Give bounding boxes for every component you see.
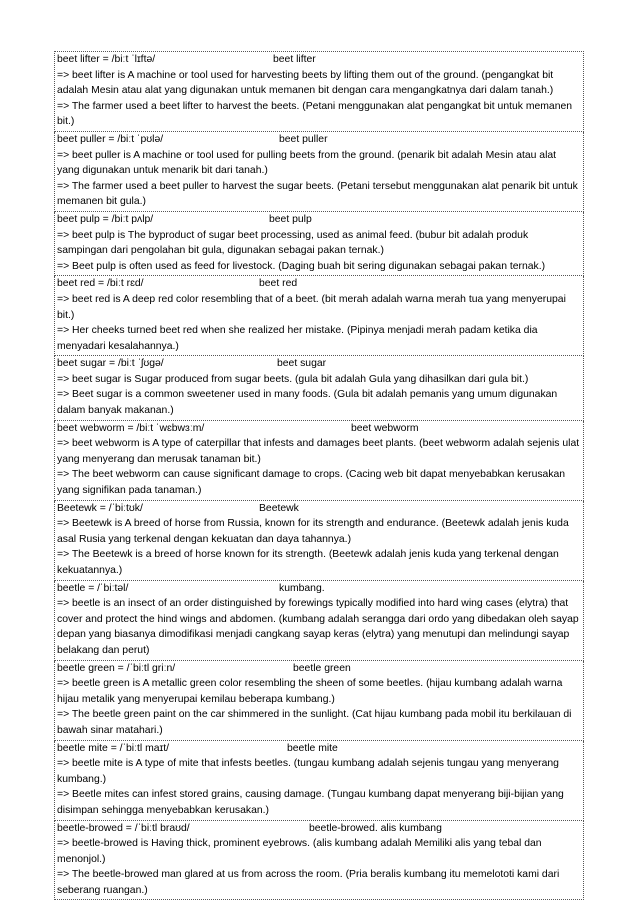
- entry-alias: beetle-browed. alis kumbang: [309, 822, 442, 834]
- entry-definition: => beetle mite is A type of mite that infests beetles. (tungau kumbang adalah sejenis tungau yang menyerang kumbang.): [57, 758, 559, 785]
- glossary-entry: [54, 501, 584, 581]
- entry-header: [57, 356, 581, 372]
- entry-definition: => beet sugar is Sugar produced from sugar beets. (gula bit adalah Gula yang dihasilkan dari gula bit.): [57, 373, 529, 385]
- glossary-page: [54, 51, 584, 900]
- glossary-entry: [54, 661, 584, 741]
- entry-term: beet pulp = /biːt pʌlp/: [57, 213, 154, 225]
- entry-definition: => beet pulp is The byproduct of sugar beet processing, used as animal feed. (bubur bit adalah produk sampingan dari pengolahan bit gula, digunakan sebagai pakan ternak.): [57, 229, 529, 257]
- glossary-entry: [54, 356, 584, 420]
- glossary-entry: [54, 741, 584, 821]
- entry-term: beet sugar = /biːt ˈʃʊgə/: [57, 358, 164, 370]
- entry-header: [57, 581, 581, 597]
- entry-alias: beetle mite: [287, 742, 338, 754]
- entry-term: beetle green = /ˈbiːtl griːn/: [57, 662, 176, 674]
- entry-header: [57, 741, 581, 757]
- entry-header: [57, 821, 581, 837]
- entry-term: beetle-browed = /ˈbiːtl braʊd/: [57, 822, 190, 834]
- entry-term: beetle = /ˈbiːtəl/: [57, 582, 129, 594]
- entry-header: [57, 661, 581, 677]
- entry-header: [57, 132, 581, 148]
- entry-example: => The farmer used a beet puller to harvest the sugar beets. (Petani tersebut menggunakan alat penarik bit untuk memanen bit gula.): [57, 180, 578, 208]
- entry-alias: beet webworm: [351, 422, 419, 434]
- entry-alias: beet pulp: [269, 213, 312, 225]
- entry-definition: => beetle is an insect of an order distinguished by forewings typically modified into hard wing cases (elytra) that cover and protect the hind wings and abdomen. (kumbang adalah serangga dari ordo yang dibedakan oleh sayap depan yang biasanya dimodifikasi menjadi cangkang sayap keras (elytra) yang menutupi dan melindungi sayap belakang dan perut): [57, 598, 579, 656]
- entry-header: [57, 276, 581, 292]
- entry-example: => Beetle mites can infest stored grains, causing damage. (Tungau kumbang dapat menyerang biji-bijian yang disimpan sehingga menyebabkan kerusakan.): [57, 789, 564, 816]
- entry-term: beet puller = /biːt ˈpʊlə/: [57, 133, 164, 145]
- entry-example: => The beetle green paint on the car shimmered in the sunlight. (Cat hijau kumbang pada mobil itu berkilauan di bawah sinar matahari.): [57, 709, 572, 736]
- entry-header: [57, 212, 581, 228]
- entry-alias: beet sugar: [277, 358, 327, 370]
- glossary-entry: [54, 212, 584, 276]
- entry-alias: beetle green: [293, 662, 351, 674]
- entry-example: => Beet pulp is often used as feed for livestock. (Daging buah bit sering digunakan sebagai pakan ternak.): [57, 260, 546, 272]
- entry-alias: Beetewk: [259, 502, 299, 514]
- entry-example: => The Beetewk is a breed of horse known for its strength. (Beetewk adalah jenis kuda yang terkenal dengan kekuatannya.): [57, 549, 559, 576]
- entry-definition: => beetle green is A metallic green color resembling the sheen of some beetles. (hijau kumbang adalah warna hijau metalik yang menyerupai kemilau beberapa kumbang.): [57, 678, 563, 705]
- entry-alias: beet puller: [279, 133, 328, 145]
- glossary-entry: [54, 51, 584, 132]
- entry-term: beet red = /biːt rɛd/: [57, 278, 144, 290]
- glossary-entry: [54, 821, 584, 901]
- glossary-entry: [54, 132, 584, 212]
- entry-term: beet lifter = /biːt ˈlɪftə/: [57, 54, 156, 65]
- entry-term: beet webworm = /biːt ˈwɛbwɜːm/: [57, 422, 205, 434]
- glossary-entry: [54, 421, 584, 501]
- glossary-entry: [54, 276, 584, 356]
- entry-alias: beet lifter: [273, 54, 316, 65]
- entry-header: [57, 421, 581, 437]
- entry-definition: => Beetewk is A breed of horse from Russia, known for its strength and endurance. (Beetewk adalah jenis kuda asal Rusia yang terkenal dengan kekuatan dan daya tahannya.): [57, 518, 569, 545]
- entry-definition: => beetle-browed is Having thick, prominent eyebrows. (alis kumbang adalah Memiliki alis yang tebal dan menonjol.): [57, 838, 542, 865]
- entry-alias: beet red: [259, 278, 298, 290]
- entry-header: [57, 501, 581, 517]
- entry-alias: kumbang.: [279, 582, 325, 594]
- entry-example: => The beet webworm can cause significant damage to crops. (Cacing web bit dapat menyebabkan kerusakan yang signifikan pada tanaman.): [57, 469, 566, 497]
- entry-definition: => beet puller is A machine or tool used for pulling beets from the ground. (penarik bit adalah Mesin atau alat yang digunakan untuk menarik bit dari tanah.): [57, 149, 557, 177]
- entry-header: [57, 52, 581, 68]
- entry-term: Beetewk = /ˈbiːtʊk/: [57, 502, 143, 514]
- entry-definition: => beet lifter is A machine or tool used for harvesting beets by lifting them out of the ground. (pengangkat bit adalah Mesin atau alat yang digunakan untuk memanen bit dengan cara mengangkatnya dari dalam tanah.): [57, 69, 554, 97]
- entry-example: => The beetle-browed man glared at us from across the room. (Pria beralis kumbang itu memelototi kami dari seberang ruangan.): [57, 869, 560, 896]
- entry-example: => Beet sugar is a common sweetener used in many foods. (Gula bit adalah pemanis yang umum digunakan dalam banyak makanan.): [57, 389, 558, 417]
- entry-term: beetle mite = /ˈbiːtl maɪt/: [57, 742, 169, 754]
- entry-example: => The farmer used a beet lifter to harvest the beets. (Petani menggunakan alat pengangkat bit untuk memanen bit.): [57, 100, 573, 128]
- glossary-entry: [54, 581, 584, 661]
- entry-definition: => beet red is A deep red color resembling that of a beet. (bit merah adalah warna merah tua yang menyerupai bit.): [57, 293, 566, 321]
- entry-example: => Her cheeks turned beet red when she realized her mistake. (Pipinya menjadi merah padam ketika dia menyadari kesalahannya.): [57, 325, 538, 352]
- entry-definition: => beet webworm is A type of caterpillar that infests and damages beet plants. (beet webworm adalah sejenis ulat yang menyerang dan merusak tanaman bit.): [57, 438, 580, 465]
